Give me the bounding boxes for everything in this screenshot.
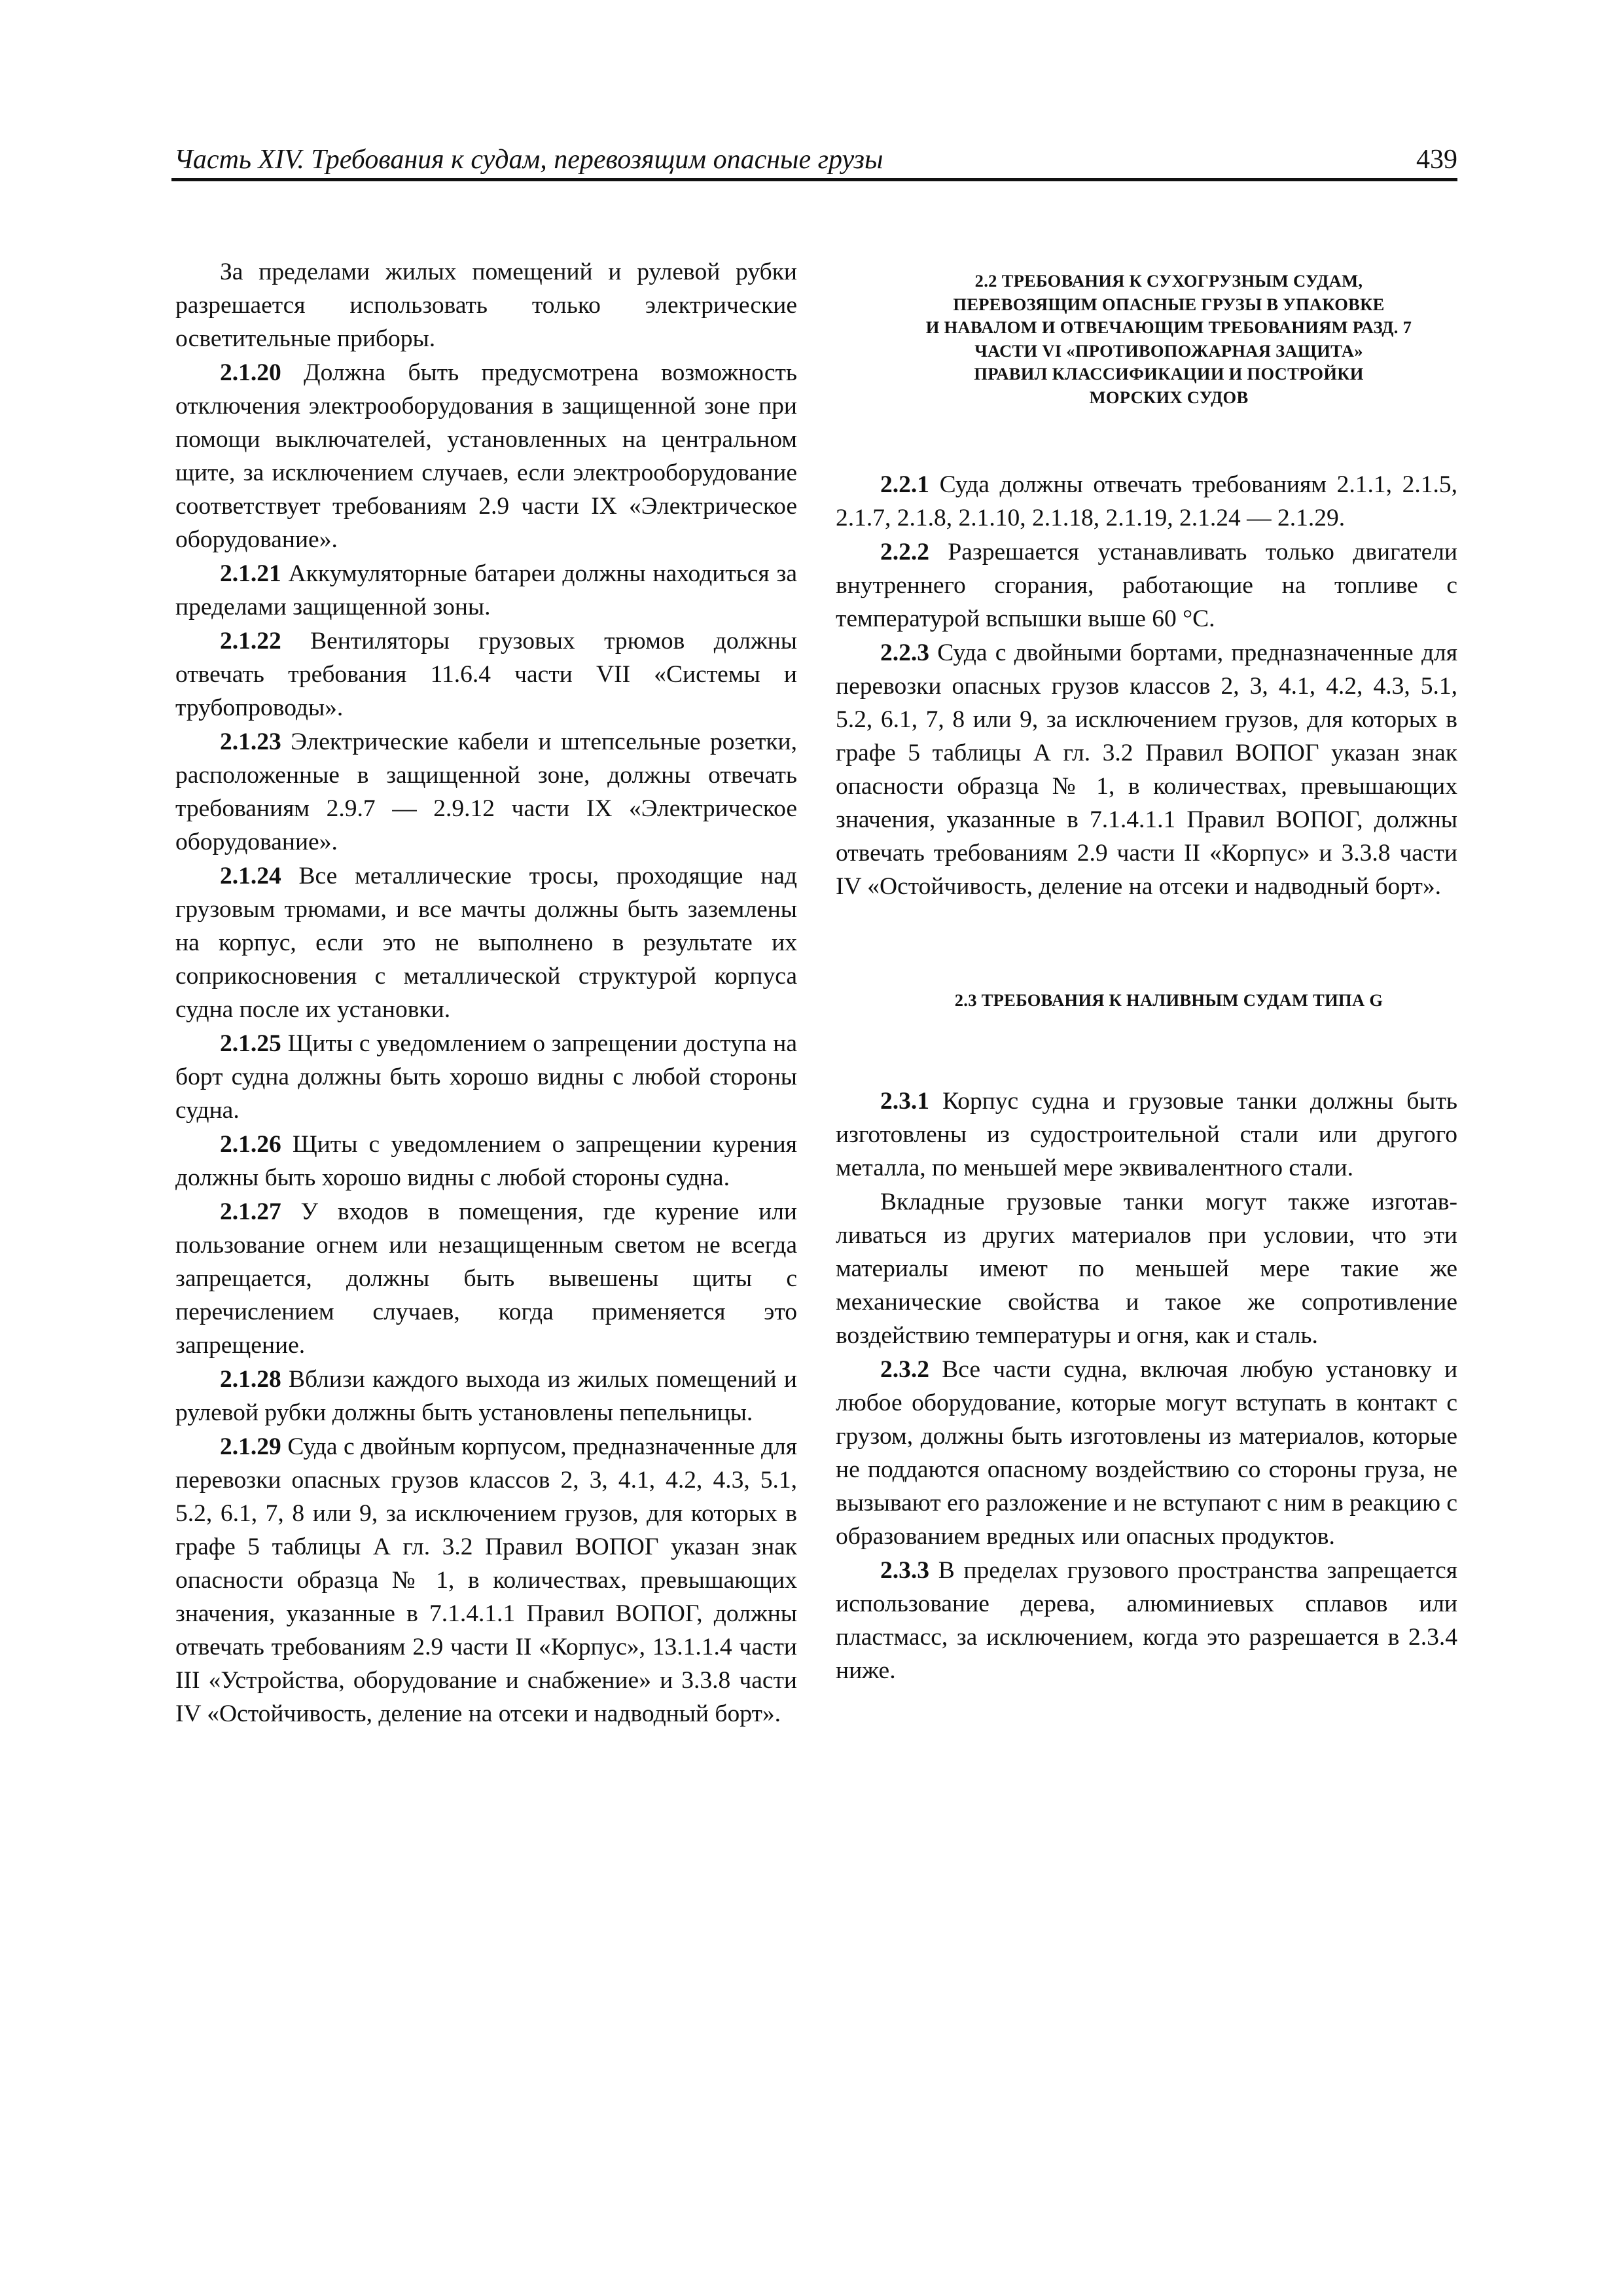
clause-number: 2.1.24 — [220, 863, 281, 889]
paragraph-2-3-1-continued: Вкладные грузовые танки могут также изготавливаться из других материалов при условии, что эти материалы имеют по меньшей мере такие же механические свойства и такое же сопротивление воздействию температуры и огня, как и сталь. — [836, 1188, 1457, 1349]
section-2-2-heading — [836, 270, 1457, 408]
clause-number: 2.1.29 — [220, 1433, 281, 1460]
heading-line: ПРАВИЛ КЛАССИФИКАЦИИ И ПОСТРОЙКИ — [974, 364, 1364, 384]
paragraph-2-1-22 — [175, 624, 797, 725]
clause-text: Вблизи каждого выхода из жилых помещений и рулевой рубки должны быть установлены пепельницы. — [175, 1366, 798, 1426]
paragraph-2-2-2 — [836, 535, 1457, 636]
paragraph-2-1-27 — [175, 1195, 797, 1362]
clause-text: Все части судна, включая любую установку и любое оборудование, которые могут вступать в контакт с грузом, должны быть изготовлены из материалов, которые не поддаются опасному воздействию со стороны груза, не вызывают его разложение и не вступают с ним в реакцию с образованием вредных или опасных продуктов. — [836, 1355, 1458, 1550]
heading-line: 2.2 ТРЕБОВАНИЯ К СУХОГРУЗНЫМ СУДАМ, — [974, 271, 1363, 291]
clause-number: 2.2.1 — [880, 471, 929, 498]
paragraph-2-3-1 — [836, 1085, 1457, 1185]
section-2-3-heading: 2.3 ТРЕБОВАНИЯ К НАЛИВНЫМ СУДАМ ТИПА G — [954, 990, 1383, 1010]
heading-line: И НАВАЛОМ И ОТВЕЧАЮЩИМ ТРЕБОВАНИЯМ РАЗД. 7 — [925, 317, 1412, 337]
clause-number: 2.1.28 — [220, 1366, 281, 1393]
clause-text: Должна быть предусмотрена возможность отключения электрооборудования в защищенной зоне при помощи выключателей, установленных на центральном щите, за исключением случаев, если электрооборудование соответствует требованиям 2.9 части IX «Электрическое оборудование». — [175, 359, 797, 553]
paragraph-2-3-2 — [836, 1353, 1457, 1553]
clause-number: 2.3.3 — [880, 1556, 929, 1584]
paragraph-2-3-3 — [836, 1554, 1457, 1687]
clause-text: Разрешается устанавливать только двигатели внутреннего сгорания, работающие на топливе с температурой вспышки выше 60 °С. — [836, 539, 1457, 632]
paragraph-2-1-23 — [175, 725, 797, 859]
paragraph-2-1-24 — [175, 859, 797, 1026]
clause-number: 2.1.25 — [220, 1030, 281, 1057]
paragraph-2-1-25 — [175, 1027, 797, 1127]
paragraph-2-1-29 — [175, 1430, 797, 1731]
clause-text: Суда с двойным корпусом, предназначенные для перевозки опасных грузов классов 2, 3, 4.1, 4.2, 4.3, 5.1, 5.2, 6.1, 7, 8 или 9, за исключением грузов, для которых в графе 5 таблицы А гл. 3.2 Правил ВОПОГ указан знак опасности образца № 1, в количествах, превышающих значения, указанные в 7.1.4.1.1 Правил ВОПОГ, должны отвечать требованиям 2.9 части II «Корпус», 13.1.1.4 части III «Устройства, оборудование и снабжение» и 3.3.8 части IV «Остойчивость, деление на отсеки и надводный борт». — [175, 1433, 798, 1727]
page-number: 439 — [1416, 145, 1457, 175]
clause-number: 2.1.27 — [220, 1198, 281, 1225]
clause-number: 2.1.23 — [220, 728, 281, 755]
clause-number: 2.2.2 — [880, 539, 929, 565]
clause-text: У входов в помещения, где курение или пользование огнем или незащищенным светом не всегда запрещается, должны быть вывешены щиты с перечислением случаев, когда применяется это запрещение. — [175, 1198, 798, 1359]
clause-number: 2.3.2 — [880, 1355, 929, 1383]
clause-text: Щиты с уведомлением о запрещении доступа на борт судна должны быть хорошо видны с любой стороны судна. — [175, 1030, 798, 1124]
paragraph-2-1-21 — [175, 557, 797, 624]
heading-line: ПЕРЕВОЗЯЩИМ ОПАСНЫЕ ГРУЗЫ В УПАКОВКЕ — [953, 294, 1385, 314]
clause-number: 2.2.3 — [880, 639, 929, 666]
paragraph-2-1-28 — [175, 1363, 797, 1429]
clause-number: 2.1.22 — [220, 628, 281, 655]
clause-text: Вентиляторы грузовых трюмов должны отвечать требования 11.6.4 части VII «Системы и трубопроводы». — [175, 628, 798, 721]
heading-line: МОРСКИХ СУДОВ — [1089, 387, 1249, 407]
clause-number: 2.1.20 — [220, 359, 281, 386]
clause-number: 2.1.26 — [220, 1131, 281, 1158]
intro-paragraph: За пределами жилых помещений и рулевой рубки разрешается использовать только электрические осветительные приборы. — [175, 259, 797, 352]
header-title: Часть XIV. Требования к судам, перевозящим опасные грузы — [174, 145, 883, 175]
clause-number: 2.1.21 — [220, 560, 281, 587]
clause-text: Щиты с уведомлением о запрещении курения должны быть хорошо видны с любой стороны судна. — [175, 1131, 797, 1191]
paragraph-2-1-20 — [175, 356, 797, 556]
paragraph-2-2-1 — [836, 468, 1457, 535]
clause-text: Суда должны отвечать требованиям 2.1.1, 2.1.5, 2.1.7, 2.1.8, 2.1.10, 2.1.18, 2.1.19, 2.1.24 — 2.1.29. — [836, 471, 1457, 531]
paragraph-2-2-3 — [836, 636, 1457, 903]
clause-text: В пределах грузового пространства запрещается использование дерева, алюминиевых сплавов или пластмасс, за исключением, когда это разрешается в 2.3.4 ниже. — [836, 1556, 1457, 1684]
running-header — [171, 143, 1457, 177]
clause-text: Суда с двойными бортами, предназначенные для перевозки опасных грузов классов 2, 3, 4.1, 4.2, 4.3, 5.1, 5.2, 6.1, 7, 8 или 9, за исключением грузов, для которых в графе 5 таблицы А гл. 3.2 Правил ВОПОГ указан знак опасности образца № 1, в количествах, превышающих значения, указанные в 7.1.4.1.1 Правил ВОПОГ, должны отвечать требованиям 2.9 части II «Корпус» и 3.3.8 части IV «Остойчивость, деление на отсеки и надводный борт». — [836, 639, 1457, 900]
right-column — [836, 255, 1457, 1688]
clause-text: Корпус судна и грузовые танки должны быть изготовлены из судостроительной стали или другого металла, по меньшей мере эквивалентного стали. — [836, 1087, 1457, 1181]
clause-text: Все металлические тросы, проходящие над грузовым трюмами, и все мачты должны быть заземлены на корпус, если это не выполнено в результате их соприкосновения с металлической структурой корпуса судна после их установки. — [175, 863, 798, 1023]
clause-text: Аккумуляторные батареи должны находиться за пределами защищенной зоны. — [175, 560, 797, 620]
clause-number: 2.3.1 — [880, 1087, 929, 1115]
header-rule — [171, 178, 1457, 181]
heading-line: ЧАСТИ VI «ПРОТИВОПОЖАРНАЯ ЗАЩИТА» — [974, 340, 1363, 361]
paragraph-2-1-26 — [175, 1128, 797, 1194]
left-column — [175, 255, 797, 1731]
clause-text: Электрические кабели и штепсельные розетки, расположенные в защищенной зоне, должны отвечать требованиям 2.9.7 — 2.9.12 части IX «Электрическое оборудование». — [175, 728, 797, 855]
